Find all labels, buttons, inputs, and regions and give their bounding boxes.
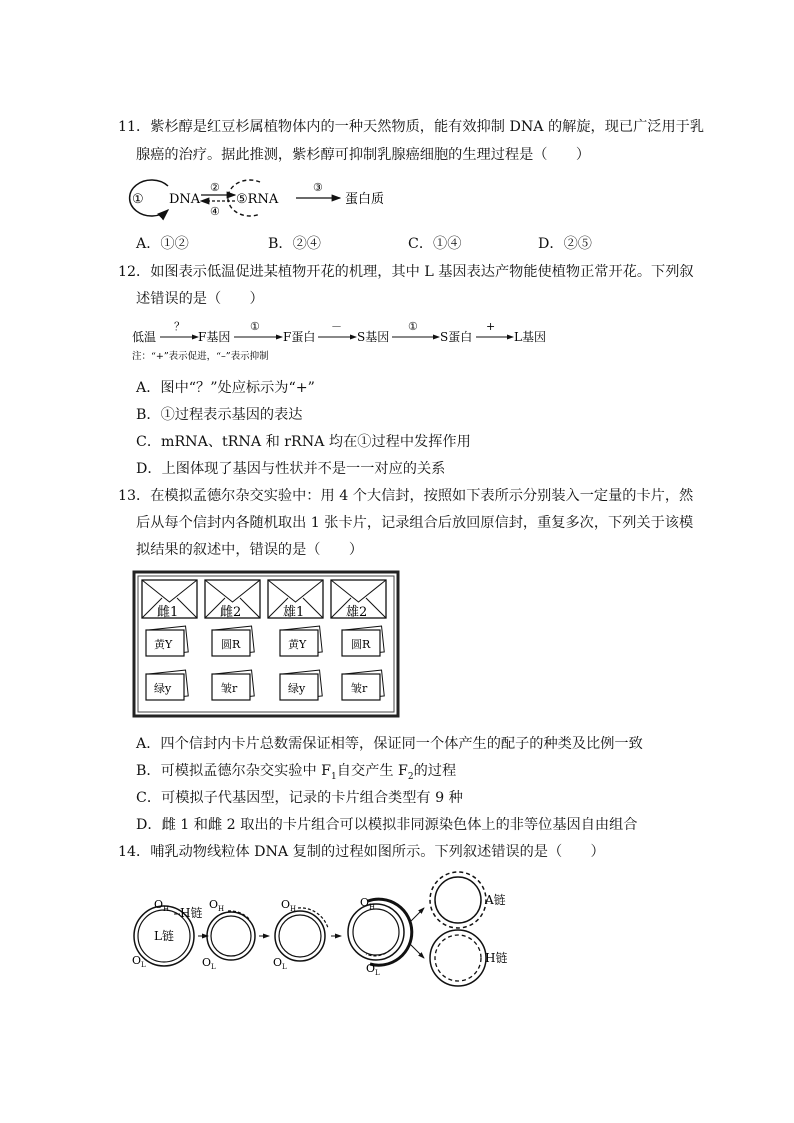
q12-node-s-protein: S蛋白: [440, 330, 473, 344]
stage-4-circle: [348, 899, 412, 965]
stage-2-ol-label: $O_L$: [202, 956, 216, 971]
q12-arrow-2-label: ①: [250, 320, 260, 333]
card-bottom-4: [342, 670, 384, 700]
q12-arrow-1-label: ？: [174, 320, 185, 333]
q14-stem-line1: 14．哺乳动物线粒体 DNA 复制的过程如图所示。下列叙述错误的是（ ）: [118, 844, 605, 860]
stage-1-oh-label: $O_H$: [154, 898, 170, 913]
stage-3-ol-label: $O_L$: [273, 956, 287, 971]
q13-option-c: C．可模拟子代基因型，记录的卡片组合类型有 9 种: [136, 790, 463, 806]
h-chain-label: H链: [180, 906, 203, 920]
card-bottom-3: [280, 670, 322, 700]
q12-node-f-protein: F蛋白: [283, 330, 316, 344]
envelope-label-4: 雄2: [346, 605, 368, 620]
stage-4-ol-label: $O_L$: [366, 962, 380, 977]
q11-stem-line2: 腺癌的治疗。据此推测，紫杉醇可抑制乳腺癌细胞的生理过程是（ ）: [136, 147, 591, 163]
l-chain-label: L链: [154, 929, 174, 943]
q11-rna-label: ⑤RNA: [236, 192, 279, 207]
q11-stem-line1: 11．紫杉醇是红豆杉属植物体内的一种天然物质，能有效抑制 DNA 的解旋，现已广泛用于乳: [118, 119, 705, 135]
card-bottom-label-4: 皱r: [351, 682, 368, 695]
card-top-4: [342, 626, 384, 656]
q13-stem-line2: 后从每个信封内各随机取出 1 张卡片，记录组合后放回原信封，重复多次，下列关于该模: [136, 515, 694, 531]
q12-option-a: A．图中“？”处应标示为“+”: [136, 380, 315, 396]
q11-label-3: ③: [313, 181, 323, 194]
h-chain-label-2: H链: [485, 951, 508, 965]
card-top-1: [146, 626, 188, 656]
q12-option-d: D．上图体现了基因与性状并不是一一对应的关系: [136, 461, 446, 477]
card-top-label-4: 圆R: [351, 638, 371, 651]
q13-option-d: D．雌 1 和雌 2 取出的卡片组合可以模拟非同源染色体上的非等位基因自由组合: [136, 817, 638, 833]
q11-option-c: C．①④: [408, 236, 462, 252]
card-bottom-1: [146, 670, 188, 700]
q11-label-2: ②: [210, 181, 220, 194]
card-top-label-1: 黄Y: [154, 638, 173, 651]
q13-option-b: B．可模拟孟德尔杂交实验中 $F_1$自交产生 $F_2$的过程: [136, 763, 457, 782]
q12-node-s-gene: S基因: [357, 330, 390, 344]
q12-node-f-gene: F基因: [198, 330, 231, 344]
q14-mtdna-replication-diagram: [128, 870, 528, 988]
q11-protein-label: 蛋白质: [345, 192, 385, 207]
q12-option-b: B．①过程表示基因的表达: [136, 407, 303, 423]
q12-option-c: C．mRNA、tRNA 和 rRNA 均在①过程中发挥作用: [136, 434, 471, 450]
card-bottom-label-3: 绿y: [288, 682, 306, 695]
envelope-4: [331, 580, 386, 620]
card-top-label-3: 黄Y: [288, 638, 307, 651]
q12-flower-mechanism-diagram: [128, 316, 558, 362]
stage-2-oh-label: $O_H$: [209, 898, 225, 913]
envelope-label-2: 雌2: [220, 605, 242, 620]
card-bottom-label-1: 绿y: [154, 682, 172, 695]
q13-stem-line1: 13．在模拟孟德尔杂交实验中：用 4 个大信封，按照如下表所示分别装入一定量的卡片，然: [118, 488, 694, 504]
q12-stem-line2: 述错误的是（ ）: [136, 291, 264, 307]
q11-option-b: B．②④: [268, 236, 321, 252]
q13-envelope-figure: [132, 570, 400, 718]
q12-node-l-gene: L基因: [514, 330, 546, 344]
product-a-circle: [430, 872, 486, 928]
card-bottom-2: [212, 670, 254, 700]
card-top-label-2: 圆R: [221, 638, 241, 651]
q12-arrow-3-label: －: [331, 320, 342, 333]
product-h-circle: [430, 930, 486, 986]
card-top-2: [212, 626, 254, 656]
envelope-3: [268, 580, 323, 620]
stage-3-oh-label: $O_H$: [281, 898, 297, 913]
q11-label-1: ①: [132, 192, 144, 207]
envelope-1: [142, 580, 197, 620]
envelope-label-3: 雄1: [283, 605, 305, 620]
q11-dna-label: DNA: [169, 192, 201, 207]
q11-option-a: A．①②: [136, 236, 189, 252]
stage-2-circle: [207, 911, 255, 960]
q11-label-4: ④: [210, 205, 220, 218]
q12-arrow-5-label: +: [486, 320, 496, 333]
q12-note: 注：“+”表示促进，“–”表示抑制: [132, 351, 269, 362]
envelope-2: [205, 580, 260, 620]
card-top-3: [280, 626, 322, 656]
q11-central-dogma-diagram: [128, 172, 398, 222]
stage-3-circle: [275, 908, 328, 961]
q11-option-d: D．②⑤: [538, 236, 592, 252]
a-chain-label: A链: [485, 893, 506, 907]
q12-arrow-4-label: ①: [408, 320, 418, 333]
q12-stem-line1: 12．如图表示低温促进某植物开花的机理，其中 L 基因表达产物能使植物正常开花。下列叙: [118, 264, 694, 280]
stage-4-oh-label: $O_H$: [360, 896, 376, 911]
stage-1-ol-label: $O_L$: [132, 954, 146, 969]
q13-stem-line3: 拟结果的叙述中，错误的是（ ）: [136, 542, 364, 558]
card-bottom-label-2: 皱r: [221, 682, 238, 695]
envelope-label-1: 雌1: [157, 605, 179, 620]
q12-node-cold: 低温: [132, 330, 157, 344]
q13-option-a: A．四个信封内卡片总数需保证相等，保证同一个体产生的配子的种类及比例一致: [136, 736, 643, 752]
